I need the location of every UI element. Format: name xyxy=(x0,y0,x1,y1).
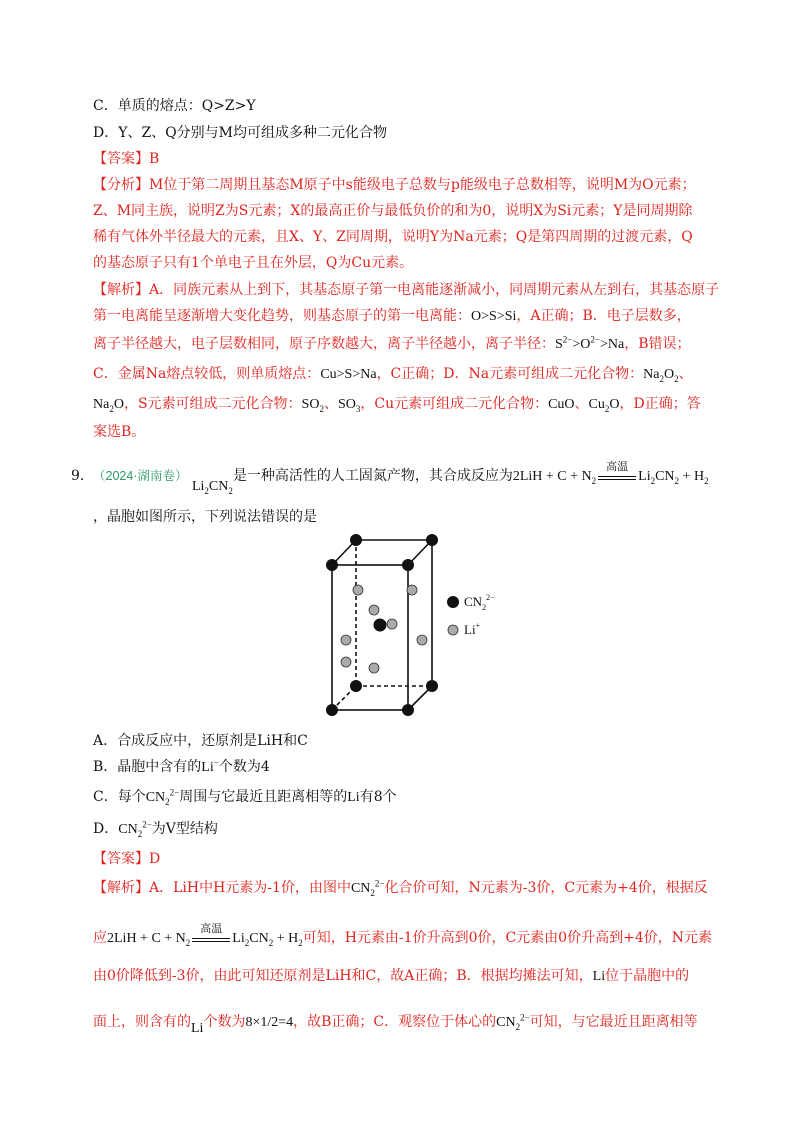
explain-line-5: $Na_2O$，S元素可组成二元化合物：$SO_2$、$SO_3$，Cu元素可组成二元化合物：CuO、$Cu_2O$，D正确；答 xyxy=(93,396,701,414)
legend-anion-marker xyxy=(447,596,459,608)
explain-line-3: 离子半径越大，电子层数相同，原子序数越大，离子半径越小，离子半径：$S^{2-}>O^{2-}>Na$，B错误； xyxy=(93,334,691,352)
formula-cn2: $CN_2^{2-}$ xyxy=(118,819,152,839)
formula-na2o2: $Na_2O_2$ xyxy=(643,367,679,384)
formula-ionization-order: O>S>Si xyxy=(471,309,517,324)
formula-li: Li xyxy=(592,969,606,984)
li-ion xyxy=(353,585,363,595)
cn2-ion xyxy=(426,534,438,546)
formula-cn2: $CN_2^{2-}$ xyxy=(496,1012,530,1032)
analysis-line-3: 稀有气体外半径最大的元素，且X、Y、Z同周期，说明Y为Na元素；Q是第四周期的过渡元素，Q xyxy=(93,229,693,245)
question-source: （2024·湖南卷） xyxy=(93,469,188,483)
li-ion xyxy=(341,657,351,667)
analysis-line-1: 【分析】M位于第二周期且基态M原子中s能级电子总数与p能级电子总数相等，说明M为O元素； xyxy=(93,177,696,193)
option-a: A．合成反应中，还原剂是LiH和C xyxy=(93,733,308,749)
question-stem-2: ，晶胞如图所示，下列说法错误的是 xyxy=(93,509,317,525)
q9-explain-line-3: 由0价降低到-3价，由此可知还原剂是LiH和C，故A正确；B．根据均摊法可知，Li位于晶胞中的 xyxy=(93,968,690,984)
explain-line-4: C．金属Na熔点较低，则单质熔点：Cu>S>Na，C正确；D．Na元素可组成二元化合物：$Na_2O_2$、 xyxy=(93,366,693,384)
li-ion xyxy=(407,585,417,595)
cn2-ion xyxy=(326,704,338,716)
fraction-calc: 8×1/2=4 xyxy=(245,1015,294,1030)
li-ion xyxy=(417,635,427,645)
li-ion xyxy=(369,663,379,673)
formula-li: Li xyxy=(191,1021,204,1036)
q9-explain-line-1: 【解析】A．LiH中H元素为-1价，由图中$CN_2^{2-}$化合价可知，N元素为-3价，C元素为+4价，根据反 xyxy=(93,878,708,898)
explain-line-2: 第一电离能呈逐渐增大变化趋势，则基态原子的第一电离能：O>S>Si，A正确；B．电子层数多， xyxy=(93,308,691,324)
li-ion xyxy=(387,619,397,629)
formula-na2o: $Na_2O$ xyxy=(93,397,124,414)
q9-explain-line-4: 面上，则含有的Li个数为8×1/2=4，故B正确；C．观察位于体心的$CN_2^{2-}$可知，与它最近且距离相等 xyxy=(93,1012,698,1036)
legend-cation-marker xyxy=(448,625,458,635)
formula-li-minus: Li− xyxy=(201,757,219,775)
cn2-ion xyxy=(402,704,414,716)
crystal-cell-diagram xyxy=(310,520,500,720)
option-d-q9: D．$CN_2^{2-}$为V型结构 xyxy=(93,819,218,839)
li-ion xyxy=(369,605,379,615)
formula-cuo: CuO xyxy=(548,397,575,412)
analysis-line-4: 的基态原子只有1个单电子且在外层，Q为Cu元素。 xyxy=(93,255,414,271)
cn2-ion xyxy=(350,534,362,546)
option-c: C．单质的熔点：Q>Z>Y xyxy=(93,98,256,114)
question-stem: （2024·湖南卷） $Li_2CN_2$是一种高活性的人工固氮产物，其合成反应为$2LiH + C + N_2$ 高温 $Li_2CN_2 + H_2$ xyxy=(93,461,709,496)
cn2-ion xyxy=(350,680,362,692)
formula-melting-order: Cu>S>Na xyxy=(320,367,377,382)
cn2-ion xyxy=(402,559,414,571)
cn2-ion xyxy=(326,559,338,571)
formula-cn2: $CN_2^{2-}$ xyxy=(350,878,385,898)
answer-label: 【答案】B xyxy=(93,151,160,167)
analysis-line-2: Z、M同主族，说明Z为S元素；X的最高正价与最低负价的和为0，说明X为Si元素；Y是同周期除 xyxy=(93,203,693,219)
option-c-q9: C．每个$CN_2^{2-}$周围与它最近且距离相等的Li有8个 xyxy=(93,787,397,807)
formula-li2cn2: $Li_2CN_2$ xyxy=(191,479,233,496)
cn2-ion xyxy=(426,680,438,692)
formula-so3: $SO_3$ xyxy=(337,397,361,414)
explain-line-6: 案选B。 xyxy=(93,424,146,440)
cn2-ion xyxy=(374,619,387,632)
option-b: B．晶胞中含有的Li−个数为4 xyxy=(93,757,270,775)
option-d: D．Y、Z、Q分别与M均可组成多种二元化合物 xyxy=(93,125,388,141)
li-ion xyxy=(341,635,351,645)
formula-so2: $SO_2$ xyxy=(301,397,324,414)
legend-cation-label: Li+ xyxy=(464,621,481,637)
explain-line-1: 【解析】A．同族元素从上到下，其基态原子第一电离能逐渐减小，同周期元素从左到右，其基态原子 xyxy=(93,282,720,298)
formula-radius-order: $S^{2-}>O^{2-}>Na$ xyxy=(555,334,625,352)
formula-li: Li xyxy=(347,790,360,805)
formula-cu2o: $Cu_2O$ xyxy=(588,397,620,414)
question-number: 9. xyxy=(71,468,85,484)
reaction-equation-2: $2LiH + C + N_2$ 高温 $Li_2CN_2 + H_2$ xyxy=(107,923,303,948)
answer-label-q9: 【答案】D xyxy=(93,851,161,867)
q9-explain-line-2: 应$2LiH + C + N_2$ 高温 $Li_2CN_2 + H_2$可知，H元素由-1价升高到0价，C元素由0价升高到+4价，N元素 xyxy=(93,923,712,948)
reaction-equation: $2LiH + C + N_2$ 高温 $Li_2CN_2 + H_2$ xyxy=(512,461,709,486)
formula-cn2: $CN_2^{2-}$ xyxy=(145,787,180,807)
legend-anion-label: $CN_2^{2-}$ xyxy=(464,593,495,612)
